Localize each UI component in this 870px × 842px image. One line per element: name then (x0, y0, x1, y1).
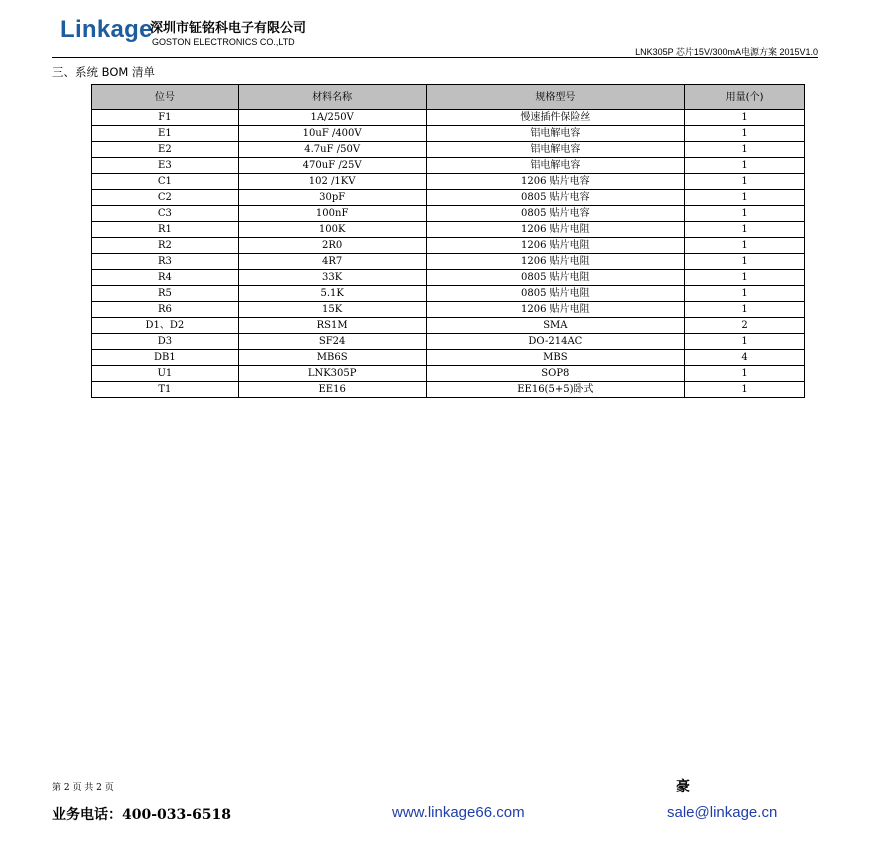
spec-cell: MBS (426, 350, 685, 366)
spec-cell: 0805 贴片电阻 (426, 270, 685, 286)
designator-cell: R1 (92, 222, 239, 238)
designator-cell: R6 (92, 302, 239, 318)
quantity-cell: 1 (685, 158, 805, 174)
designator-cell: R2 (92, 238, 239, 254)
designator-cell: R5 (92, 286, 239, 302)
quantity-cell: 1 (685, 142, 805, 158)
quantity-cell: 1 (685, 174, 805, 190)
designator-cell: E1 (92, 126, 239, 142)
material-cell: MB6S (238, 350, 426, 366)
bom-table-body (92, 110, 805, 398)
spec-cell: SOP8 (426, 366, 685, 382)
page-mark: 豪 (676, 779, 690, 795)
designator-cell: U1 (92, 366, 239, 382)
designator-cell: E3 (92, 158, 239, 174)
quantity-cell: 1 (685, 126, 805, 142)
material-cell: RS1M (238, 318, 426, 334)
column-header-quantity: 用量(个) (685, 85, 805, 110)
material-cell: 2R0 (238, 238, 426, 254)
quantity-cell: 2 (685, 318, 805, 334)
quantity-cell: 1 (685, 366, 805, 382)
quantity-cell: 1 (685, 254, 805, 270)
quantity-cell: 1 (685, 238, 805, 254)
section-title: 三、系统 BOM 清单 (52, 65, 155, 79)
quantity-cell: 1 (685, 190, 805, 206)
spec-cell: 1206 贴片电阻 (426, 254, 685, 270)
table-row (92, 158, 805, 174)
designator-cell: D3 (92, 334, 239, 350)
quantity-cell: 1 (685, 206, 805, 222)
document-title: LNK305P 芯片15V/300mA电源方案 2015V1.0 (635, 47, 818, 57)
page-number: 第 2 页 共 2 页 (52, 783, 114, 793)
material-cell: SF24 (238, 334, 426, 350)
material-cell: EE16 (238, 382, 426, 398)
spec-cell: EE16(5+5)卧式 (426, 382, 685, 398)
spec-cell: 铝电解电容 (426, 142, 685, 158)
table-row (92, 318, 805, 334)
designator-cell: C3 (92, 206, 239, 222)
material-cell: 102 /1KV (238, 174, 426, 190)
table-row (92, 366, 805, 382)
spec-cell: SMA (426, 318, 685, 334)
column-header-spec: 规格型号 (426, 85, 685, 110)
material-cell: 470uF /25V (238, 158, 426, 174)
header-divider (52, 57, 818, 58)
designator-cell: R4 (92, 270, 239, 286)
spec-cell: 0805 贴片电阻 (426, 286, 685, 302)
material-cell: LNK305P (238, 366, 426, 382)
table-row (92, 286, 805, 302)
company-name-en: GOSTON ELECTRONICS CO.,LTD (152, 37, 295, 47)
designator-cell: E2 (92, 142, 239, 158)
material-cell: 10uF /400V (238, 126, 426, 142)
table-row (92, 110, 805, 126)
spec-cell: 1206 贴片电阻 (426, 222, 685, 238)
designator-cell: D1、D2 (92, 318, 239, 334)
material-cell: 30pF (238, 190, 426, 206)
quantity-cell: 1 (685, 110, 805, 126)
website-link[interactable]: www.linkage66.com (392, 804, 525, 821)
material-cell: 4R7 (238, 254, 426, 270)
designator-cell: R3 (92, 254, 239, 270)
designator-cell: F1 (92, 110, 239, 126)
designator-cell: C2 (92, 190, 239, 206)
spec-cell: 0805 贴片电容 (426, 190, 685, 206)
material-cell: 100nF (238, 206, 426, 222)
designator-cell: DB1 (92, 350, 239, 366)
table-row (92, 222, 805, 238)
bom-table-header (92, 85, 805, 110)
material-cell: 100K (238, 222, 426, 238)
quantity-cell: 1 (685, 222, 805, 238)
table-row (92, 254, 805, 270)
quantity-cell: 1 (685, 286, 805, 302)
table-row (92, 270, 805, 286)
spec-cell: 1206 贴片电容 (426, 174, 685, 190)
bom-table (91, 84, 805, 398)
column-header-designator: 位号 (92, 85, 239, 110)
quantity-cell: 4 (685, 350, 805, 366)
table-row (92, 238, 805, 254)
material-cell: 33K (238, 270, 426, 286)
material-cell: 5.1K (238, 286, 426, 302)
company-logo: Linkage (60, 16, 153, 43)
designator-cell: C1 (92, 174, 239, 190)
designator-cell: T1 (92, 382, 239, 398)
table-row (92, 206, 805, 222)
table-row (92, 142, 805, 158)
contact-phone: 业务电话：400-033-6518 (52, 807, 232, 823)
material-cell: 15K (238, 302, 426, 318)
material-cell: 4.7uF /50V (238, 142, 426, 158)
quantity-cell: 1 (685, 382, 805, 398)
spec-cell: 1206 贴片电阻 (426, 302, 685, 318)
table-row (92, 190, 805, 206)
spec-cell: 1206 贴片电阻 (426, 238, 685, 254)
table-row (92, 302, 805, 318)
table-row (92, 382, 805, 398)
table-row (92, 334, 805, 350)
email-link[interactable]: sale@linkage.cn (667, 804, 778, 821)
quantity-cell: 1 (685, 270, 805, 286)
table-row (92, 350, 805, 366)
quantity-cell: 1 (685, 334, 805, 350)
table-row (92, 126, 805, 142)
spec-cell: DO-214AC (426, 334, 685, 350)
column-header-material: 材料名称 (238, 85, 426, 110)
spec-cell: 铝电解电容 (426, 126, 685, 142)
table-row (92, 174, 805, 190)
company-name-cn: 深圳市钲铭科电子有限公司 (150, 21, 307, 36)
spec-cell: 慢速插件保险丝 (426, 110, 685, 126)
material-cell: 1A/250V (238, 110, 426, 126)
spec-cell: 铝电解电容 (426, 158, 685, 174)
quantity-cell: 1 (685, 302, 805, 318)
spec-cell: 0805 贴片电容 (426, 206, 685, 222)
